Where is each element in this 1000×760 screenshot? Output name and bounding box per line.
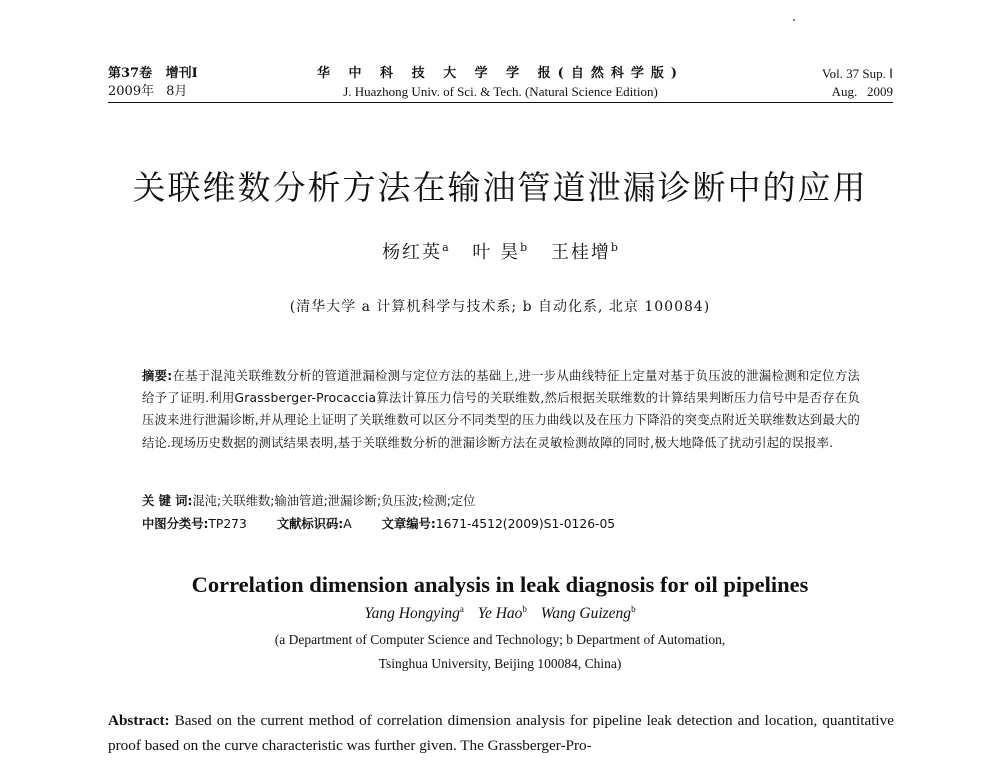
cn-author-mark: b <box>520 241 528 254</box>
cn-affiliation: (清华大学 a 计算机科学与技术系; b 自动化系, 北京 100084) <box>289 299 711 315</box>
cn-article-no-value: 1671-4512(2009)S1-0126-05 <box>435 517 616 531</box>
en-author-name: Wang Guizeng <box>540 605 632 623</box>
en-abstract <box>108 708 894 758</box>
cn-paper-title: 关联维数分析方法在输油管道泄漏诊断中的应用 <box>132 168 868 207</box>
header-date-en <box>832 84 893 100</box>
cn-abstract <box>142 365 860 454</box>
cn-author-mark: a <box>442 241 449 254</box>
header-volume-cn: 第37卷 <box>108 66 153 81</box>
cn-author-list <box>0 238 1000 264</box>
cn-classification-line <box>142 514 645 532</box>
cn-article-no-label: 文章编号: <box>381 517 436 531</box>
cn-keywords-text: 混沌;关联维数;输油管道;泄漏诊断;负压波;检测;定位 <box>192 494 476 508</box>
cn-doc-code <box>277 517 352 531</box>
cn-author-name: 王桂增 <box>550 242 611 263</box>
cn-doc-code-label: 文献标识码: <box>276 517 344 531</box>
en-affiliation-line1: (a Department of Computer Science and Technology; b Department of Automation, <box>274 632 726 647</box>
header-year-en: 2009 <box>867 84 893 99</box>
en-author <box>364 605 463 622</box>
cn-keywords-label: 关 键 词: <box>142 494 193 508</box>
header-year-cn: 2009年 <box>108 84 155 99</box>
en-abstract-label: Abstract: <box>108 712 170 729</box>
en-affiliation-line2: Tsinghua University, Beijing 100084, China) <box>378 656 622 671</box>
scan-speck <box>793 19 795 21</box>
en-author <box>478 605 527 622</box>
header-journal-en: J. Huazhong Univ. of Sci. & Tech. (Natural Science Edition) <box>343 84 658 99</box>
cn-author-name: 杨红英 <box>382 242 443 263</box>
en-author <box>541 605 636 622</box>
cn-keywords <box>142 491 475 509</box>
header-journal-cn: 华 中 科 技 大 学 学 报(自然科学版) <box>317 66 684 81</box>
header-month-cn: 8月 <box>166 84 188 99</box>
cn-abstract-label: 摘要: <box>142 369 173 383</box>
en-author-name: Yang Hongying <box>364 605 460 623</box>
cn-author <box>472 242 527 263</box>
en-author-list <box>0 604 1000 623</box>
en-author-name: Ye Hao <box>477 605 523 623</box>
cn-author <box>551 242 618 263</box>
cn-author-mark: b <box>610 241 618 254</box>
header-issue-cn: 增刊Ⅰ <box>165 66 198 81</box>
en-paper-title: Correlation dimension analysis in leak diagnosis for oil pipelines <box>191 572 809 597</box>
en-author-mark: b <box>522 604 527 614</box>
cn-abstract-text: 在基于混沌关联维数分析的管道泄漏检测与定位方法的基础上,进一步从曲线特征上定量对基于负压波的泄漏检测和定位方法给予了证明.利用Grassberger-Procaccia算法计算压力信号的关联维数,然后根据关联维数的计算结果判断压力信号中是否存在负压波来进行泄漏诊断,并从理论上证明了关联维数可以区分不同类型的压力曲线以及在压力下降沿的突变点附近关联维数达到最大的结论.现场历史数据的测试结果表明,基于关联维数分析的泄漏诊断方法在灵敏检测故障的同时,极大地降低了扰动引起的误报率. <box>142 369 860 450</box>
en-abstract-text: Based on the current method of correlation dimension analysis for pipeline leak detection and location, quantitative proof based on the curve characteristic was further given. The Grassberger-Pro- <box>108 712 894 754</box>
cn-clc <box>142 517 247 531</box>
header-month-en: Aug. <box>831 84 858 99</box>
cn-clc-label: 中图分类号: <box>142 517 209 531</box>
cn-clc-value: TP273 <box>208 517 247 531</box>
cn-doc-code-value: A <box>343 517 352 531</box>
en-author-mark: b <box>631 604 636 614</box>
cn-author <box>382 242 449 263</box>
header-volume-en: Vol. 37 Sup. Ⅰ <box>821 66 893 81</box>
en-author-mark: a <box>459 604 464 614</box>
header-rule <box>108 102 893 103</box>
cn-article-no <box>382 517 615 531</box>
cn-author-name: 叶 昊 <box>472 242 521 263</box>
